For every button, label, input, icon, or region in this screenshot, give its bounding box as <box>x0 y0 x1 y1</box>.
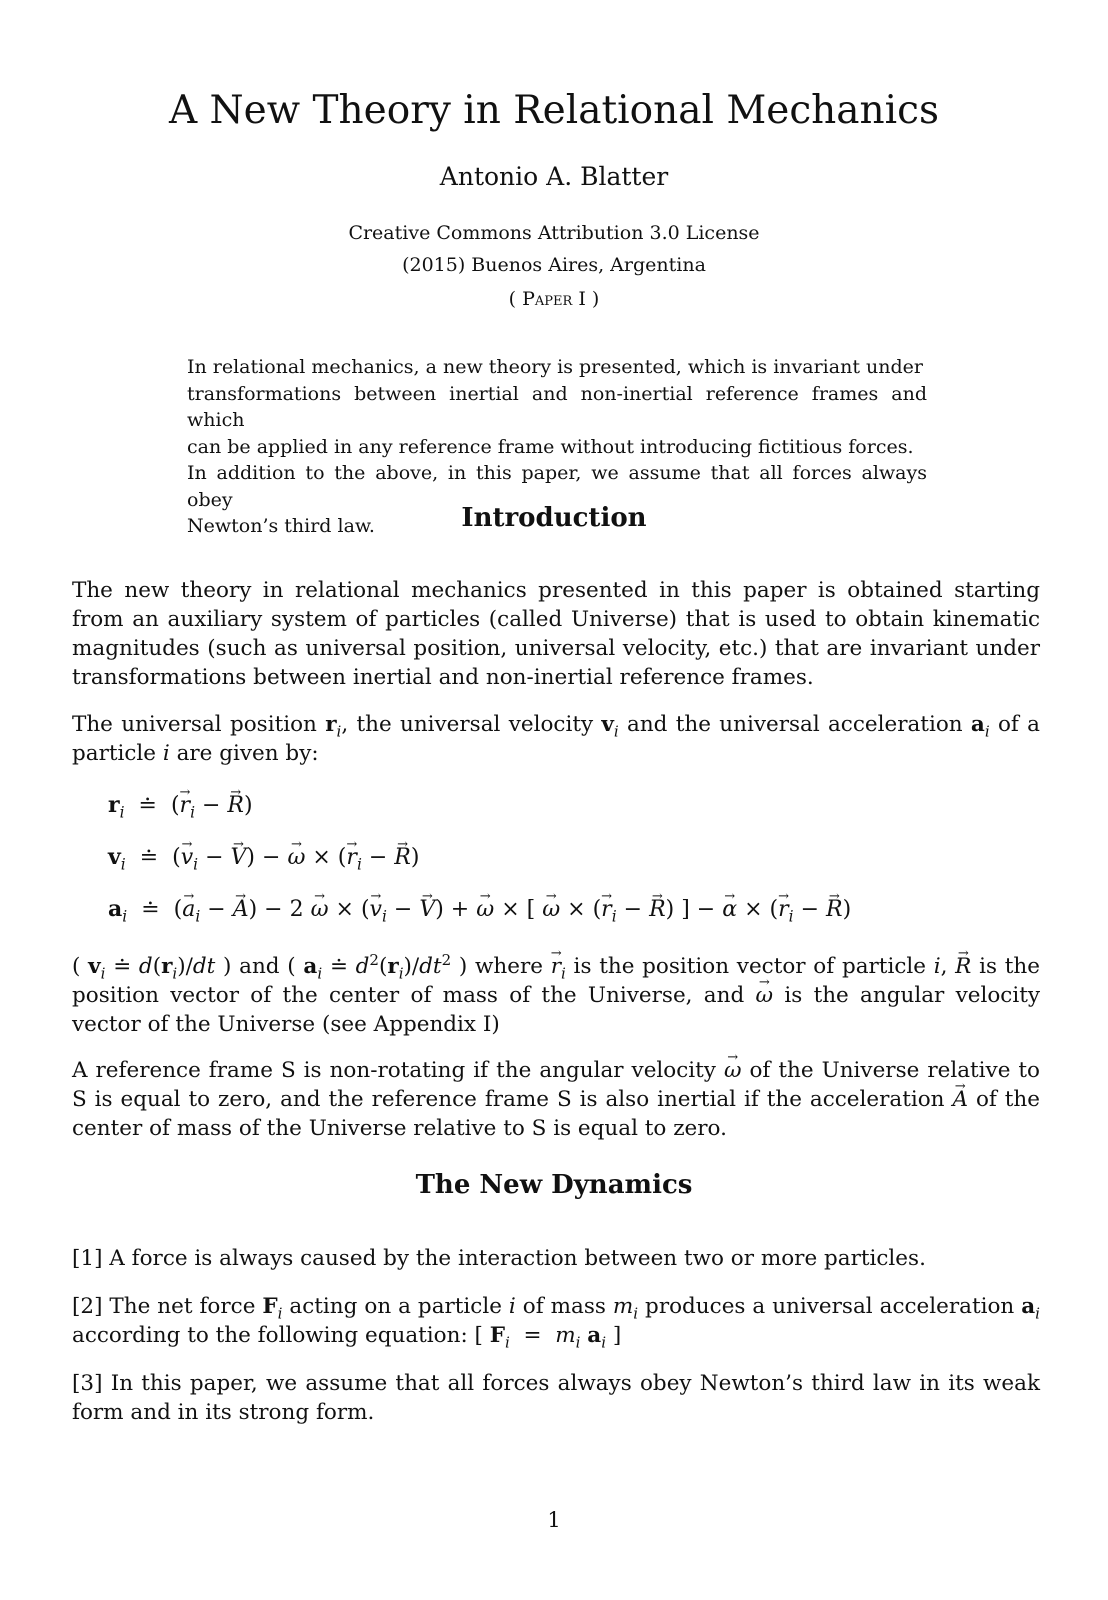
intro-paragraph-2: The universal position $r_i$, the universal velocity $v_i$ and the universal acceleration $a_i$ of a particle i are given by: <box>72 712 1040 766</box>
intro-paragraph-1: The new theory in relational mechanics presented in this paper is obtained starting from an auxiliary system of particles (called Universe) that is used to obtain kinematic magnitudes (such as universal position, universal velocity, etc.) that are invariant under transformations between inertial and non-inertial reference frames. <box>72 578 1040 690</box>
license-line: Creative Commons Attribution 3.0 License <box>348 222 760 244</box>
intro-paragraph-4: A reference frame S is non-rotating if the angular velocity → ω of the Universe relative to S is equal to zero, and the reference frame S is also inertial if the acceleration → A of the center of mass of the Universe relative to S is equal to zero. <box>72 1056 1040 1143</box>
author-name: Antonio A. Blatter <box>439 162 669 191</box>
dynamics-item-3: [3] In this paper, we assume that all forces always obey Newton’s third law in its weak form and in its strong form. <box>72 1371 1040 1425</box>
equation-universal-velocity: $v_i$ ≐ (→ $v_i$ − → V) − → ω × (→ $r_i$ − → R) <box>108 842 419 873</box>
abstract-line: Newton’s third law. <box>187 515 375 537</box>
place-date-line: (2015) Buenos Aires, Argentina <box>402 254 706 276</box>
abstract-line: can be applied in any reference frame without introducing fictitious forces. <box>187 435 914 458</box>
section-heading-new-dynamics: The New Dynamics <box>415 1170 693 1200</box>
dynamics-item-1: [1] A force is always caused by the interaction between two or more particles. <box>72 1246 926 1271</box>
intro-paragraph-3: ( $v_i$ ≐ $d(r_i)/dt$ ) and ( $a_i$ ≐ $d^2(r_i)/dt^2$ ) where → $r_i$ is the position vector of particle i, → R is the position vector of the center of mass of the Universe, and → ω is the angular velocity vector of the Universe (see Appendix I) <box>72 952 1040 1039</box>
dynamics-item-2: [2] The net force $F_i$ acting on a particle i of mass $m_i$ produces a universal acceleration $a_i$ according to the following equation: [ $F_i = m_i$ $a_i$ ] <box>72 1294 1040 1352</box>
equation-universal-position: $r_i$ ≐ (→ $r_i$ − → R) <box>108 790 253 821</box>
abstract-line: In relational mechanics, a new theory is presented, which is invariant under <box>187 356 923 378</box>
section-heading-introduction: Introduction <box>461 503 647 533</box>
equation-universal-acceleration: $a_i$ ≐ (→ $a_i$ − → A) − 2 → ω × (→ $v_i$ − → V) + → ω × [ → ω × (→ $r_i$ − → R) ] − → α × (→ $r_i$ − → R) <box>108 894 851 925</box>
abstract-line: transformations between inertial and non-inertial reference frames and which <box>187 382 927 431</box>
paper-label: ( Paper I ) <box>508 288 600 310</box>
page-number: 1 <box>547 1508 561 1532</box>
paper-title: A New Theory in Relational Mechanics <box>168 88 939 133</box>
abstract-line: In addition to the above, in this paper, we assume that all forces always obey <box>187 462 927 511</box>
